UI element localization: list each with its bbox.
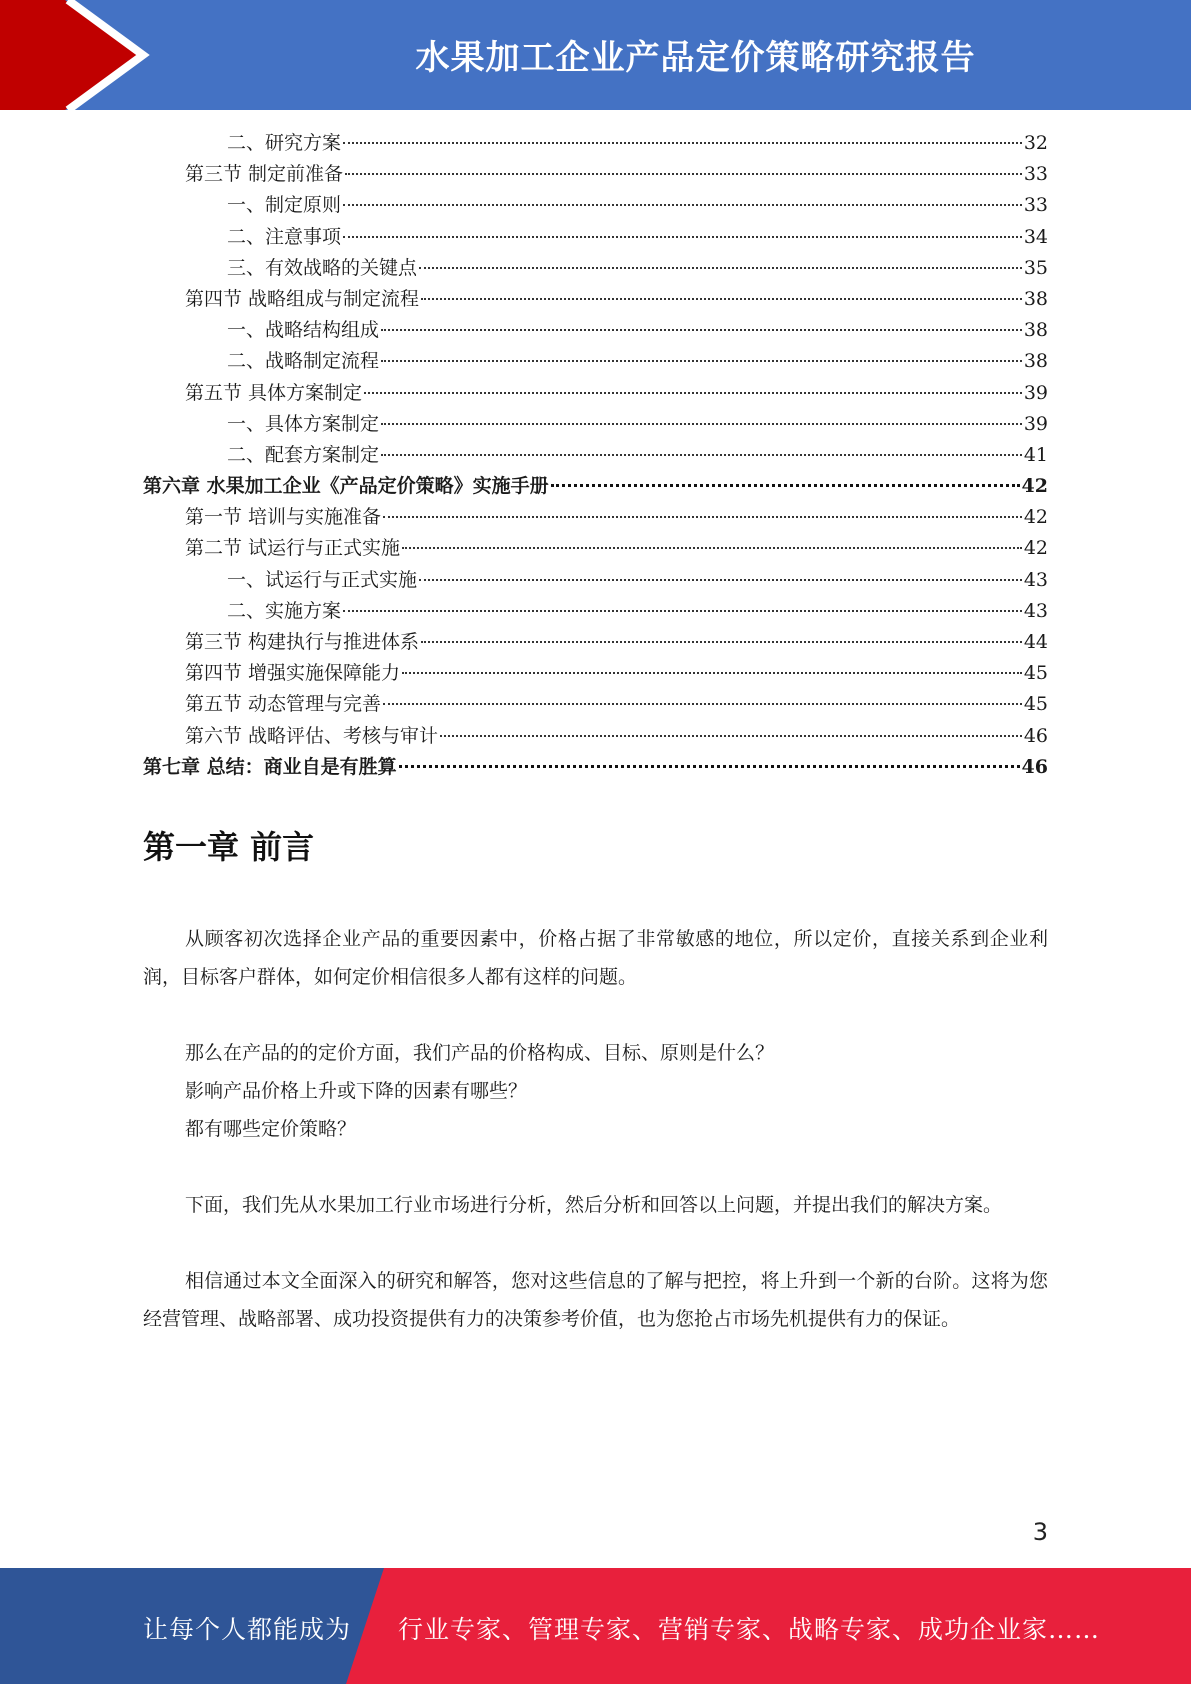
toc-dot-leader [402, 666, 1022, 674]
toc-dot-leader [381, 448, 1022, 456]
footer-slogan-left: 让每个人都能成为 [143, 1615, 352, 1644]
body-paragraph: 从顾客初次选择企业产品的重要因素中，价格占据了非常敏感的地位，所以定价，直接关系到企业利润，目标客户群体，如何定价相信很多人都有这样的问题。 [143, 928, 1048, 988]
toc-entry-title: 二、实施方案 [227, 599, 342, 622]
toc-entry[interactable] [143, 471, 1048, 502]
toc-entry-title: 第七章 总结：商业自是有胜算 [143, 755, 397, 778]
toc-entry[interactable] [143, 315, 1048, 346]
toc-dot-leader [419, 573, 1022, 581]
toc-dot-leader [343, 230, 1022, 238]
toc-entry-title: 一、试运行与正式实施 [227, 568, 418, 591]
toc-entry[interactable] [143, 533, 1048, 564]
toc-dot-leader [383, 697, 1022, 705]
toc-entry[interactable] [143, 721, 1048, 752]
toc-entry-page: 33 [1023, 194, 1048, 217]
paragraph-spacer [143, 996, 1048, 1034]
toc-dot-leader [364, 386, 1022, 394]
toc-entry-page: 42 [1023, 537, 1048, 560]
toc-dot-leader [551, 478, 1020, 487]
toc-entry-page: 32 [1023, 132, 1048, 154]
toc-entry[interactable] [143, 440, 1048, 471]
toc-entry-page: 35 [1023, 256, 1048, 279]
toc-entry[interactable] [143, 689, 1048, 720]
table-of-contents [143, 128, 1048, 783]
toc-entry-title: 第三节 构建执行与推进体系 [185, 631, 420, 653]
toc-entry-title: 二、战略制定流程 [227, 350, 380, 373]
toc-entry[interactable] [143, 658, 1048, 689]
toc-dot-leader [383, 510, 1022, 518]
toc-entry-title: 二、研究方案 [227, 132, 342, 154]
toc-entry[interactable] [143, 253, 1048, 284]
toc-entry[interactable] [143, 222, 1048, 253]
toc-entry[interactable] [143, 284, 1048, 315]
toc-entry-page: 45 [1023, 662, 1048, 685]
toc-entry-title: 二、配套方案制定 [227, 443, 380, 466]
footer-slogan-right: 行业专家、管理专家、营销专家、战略专家、成功企业家…… [398, 1615, 1101, 1644]
toc-entry-title: 第四节 增强实施保障能力 [185, 662, 401, 685]
report-title: 水果加工企业产品定价策略研究报告 [415, 38, 976, 78]
toc-entry-page: 39 [1023, 412, 1048, 435]
toc-entry-page: 39 [1023, 381, 1048, 404]
paragraph-spacer [143, 1148, 1048, 1186]
toc-dot-leader [343, 198, 1022, 206]
chapter-body [143, 920, 1048, 1338]
toc-entry-title: 一、制定原则 [227, 194, 342, 217]
toc-entry[interactable] [143, 159, 1048, 190]
header-banner [0, 0, 1191, 110]
toc-entry[interactable] [143, 596, 1048, 627]
toc-entry-title: 第四节 战略组成与制定流程 [185, 287, 420, 310]
toc-entry-page: 46 [1023, 724, 1048, 747]
chapter-heading: 第一章 前言 [143, 828, 315, 866]
toc-entry-page: 44 [1023, 631, 1048, 653]
toc-entry-page: 34 [1023, 225, 1048, 248]
toc-entry-page: 38 [1023, 287, 1048, 310]
body-paragraph: 相信通过本文全面深入的研究和解答，您对这些信息的了解与把控，将上升到一个新的台阶。这将为您经营管理、战略部署、成功投资提供有力的决策参考价值，也为您抢占市场先机提供有力的保证。 [143, 1270, 1048, 1330]
toc-entry-page: 33 [1023, 163, 1048, 186]
toc-dot-leader [421, 292, 1022, 300]
toc-entry[interactable] [143, 378, 1048, 409]
toc-dot-leader [343, 604, 1022, 612]
toc-entry-title: 第六章 水果加工企业《产品定价策略》实施手册 [143, 475, 549, 498]
toc-dot-leader [381, 323, 1022, 331]
toc-entry-title: 第三节 制定前准备 [185, 163, 344, 186]
toc-dot-leader [399, 759, 1020, 768]
toc-entry[interactable] [143, 346, 1048, 377]
body-paragraph: 下面，我们先从水果加工行业市场进行分析，然后分析和回答以上问题，并提出我们的解决方案。 [185, 1194, 1003, 1216]
toc-entry[interactable] [143, 128, 1048, 159]
paragraph-spacer [143, 1224, 1048, 1262]
toc-entry-title: 二、注意事项 [227, 225, 342, 248]
toc-entry-title: 第二节 试运行与正式实施 [185, 537, 401, 560]
toc-entry-page: 42 [1023, 506, 1048, 529]
toc-dot-leader [440, 729, 1022, 737]
toc-entry[interactable] [143, 409, 1048, 440]
toc-dot-leader [343, 136, 1022, 144]
body-paragraph: 影响产品价格上升或下降的因素有哪些？ [185, 1080, 528, 1102]
toc-entry-title: 一、战略结构组成 [227, 319, 380, 342]
page-number: 3 [1032, 1518, 1048, 1546]
toc-entry-title: 第一节 培训与实施准备 [185, 506, 382, 529]
toc-entry[interactable] [143, 752, 1048, 783]
toc-entry-page: 42 [1021, 475, 1048, 498]
toc-entry-title: 第六节 战略评估、考核与审计 [185, 724, 439, 747]
toc-dot-leader [419, 261, 1022, 269]
toc-entry-page: 46 [1021, 755, 1048, 778]
toc-dot-leader [381, 417, 1022, 425]
toc-entry-title: 三、有效战略的关键点 [227, 256, 418, 279]
toc-dot-leader [421, 635, 1022, 643]
toc-entry[interactable] [143, 565, 1048, 596]
toc-entry-title: 第五节 动态管理与完善 [185, 693, 382, 716]
toc-entry-page: 38 [1023, 350, 1048, 373]
toc-entry[interactable] [143, 627, 1048, 658]
toc-entry-title: 第五节 具体方案制定 [185, 381, 363, 404]
body-paragraph: 都有哪些定价策略？ [185, 1118, 357, 1140]
toc-dot-leader [345, 167, 1022, 175]
footer-banner [0, 1568, 1191, 1684]
body-paragraph: 那么在产品的的定价方面，我们产品的价格构成、目标、原则是什么？ [185, 1042, 775, 1064]
toc-dot-leader [381, 354, 1022, 362]
toc-entry-title: 一、具体方案制定 [227, 412, 380, 435]
toc-entry-page: 41 [1023, 443, 1048, 466]
toc-entry-page: 45 [1023, 693, 1048, 716]
toc-entry-page: 43 [1023, 568, 1048, 591]
toc-entry[interactable] [143, 502, 1048, 533]
toc-entry[interactable] [143, 190, 1048, 221]
toc-entry-page: 43 [1023, 599, 1048, 622]
toc-entry-page: 38 [1023, 319, 1048, 342]
toc-dot-leader [402, 541, 1022, 549]
